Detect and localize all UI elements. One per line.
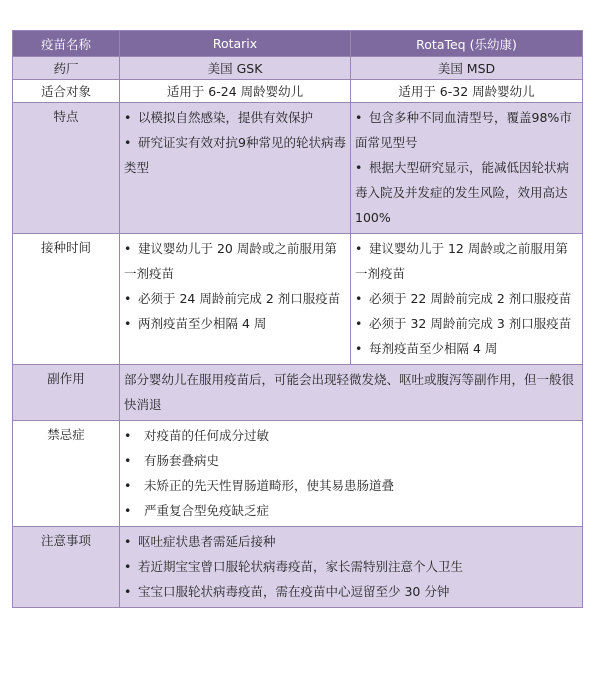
- row-schedule: [13, 234, 583, 365]
- label-maker: 药厂: [13, 57, 120, 80]
- label-notes: 注意事项: [13, 527, 120, 608]
- schedule-rotateq: [351, 234, 583, 365]
- label-contraindications: 禁忌症: [13, 421, 120, 527]
- maker-rotarix: 美国 GSK: [120, 57, 351, 80]
- row-maker: [13, 57, 583, 80]
- row-notes: [13, 527, 583, 608]
- list-item: • 必须于 24 周龄前完成 2 剂口服疫苗: [124, 291, 341, 306]
- list-item: • 建议婴幼儿于 20 周龄或之前服用第一剂疫苗: [124, 241, 337, 281]
- header-rotateq: RotaTeq (乐幼康): [351, 31, 583, 57]
- list-item: • 未矫正的先天性胃肠道畸形，使其易患肠道叠: [124, 478, 395, 493]
- list-item: • 宝宝口服轮状病毒疫苗，需在疫苗中心逗留至少 30 分钟: [124, 584, 450, 599]
- header-vaccine-name: 疫苗名称: [13, 31, 120, 57]
- target-rotateq: 适用于 6-32 周龄婴幼儿: [351, 80, 583, 103]
- list-item: • 根据大型研究显示，能减低因轮状病毒入院及并发症的发生风险，效用高达 100%: [355, 160, 570, 225]
- list-item: • 以模拟自然感染，提供有效保护: [124, 110, 314, 125]
- list-item: • 包含多种不同血清型号，覆盖98%市面常见型号: [355, 110, 572, 150]
- contraindications-list: [120, 421, 583, 527]
- row-contraindications: [13, 421, 583, 527]
- schedule-rotarix: [120, 234, 351, 365]
- side-effects-text: 部分婴幼儿在服用疫苗后，可能会出现轻微发烧、呕吐或腹泻等副作用，但一般很快消退: [120, 365, 583, 421]
- target-rotarix: 适用于 6-24 周龄婴幼儿: [120, 80, 351, 103]
- row-target: [13, 80, 583, 103]
- table-header-row: [13, 31, 583, 57]
- maker-rotateq: 美国 MSD: [351, 57, 583, 80]
- row-side-effects: [13, 365, 583, 421]
- notes-list: [120, 527, 583, 608]
- list-item: • 对疫苗的任何成分过敏: [124, 428, 270, 443]
- list-item: • 呕吐症状患者需延后接种: [124, 534, 276, 549]
- list-item: • 必须于 32 周龄前完成 3 剂口服疫苗: [355, 316, 572, 331]
- label-schedule: 接种时间: [13, 234, 120, 365]
- list-item: • 两剂疫苗至少相隔 4 周: [124, 316, 267, 331]
- label-features: 特点: [13, 103, 120, 234]
- list-item: • 必须于 22 周龄前完成 2 剂口服疫苗: [355, 291, 572, 306]
- label-target: 适合对象: [13, 80, 120, 103]
- list-item: • 研究证实有效对抗9种常见的轮状病毒类型: [124, 135, 346, 175]
- list-item: • 有肠套叠病史: [124, 453, 220, 468]
- list-item: • 每剂疫苗至少相隔 4 周: [355, 341, 498, 356]
- list-item: • 建议婴幼儿于 12 周龄或之前服用第一剂疫苗: [355, 241, 568, 281]
- row-features: [13, 103, 583, 234]
- features-rotateq: [351, 103, 583, 234]
- header-rotarix: Rotarix: [120, 31, 351, 57]
- features-rotarix: [120, 103, 351, 234]
- label-side-effects: 副作用: [13, 365, 120, 421]
- vaccine-comparison-table: [12, 30, 583, 608]
- list-item: • 若近期宝宝曾口服轮状病毒疫苗，家长需特别注意个人卫生: [124, 559, 464, 574]
- list-item: • 严重复合型免疫缺乏症: [124, 503, 270, 518]
